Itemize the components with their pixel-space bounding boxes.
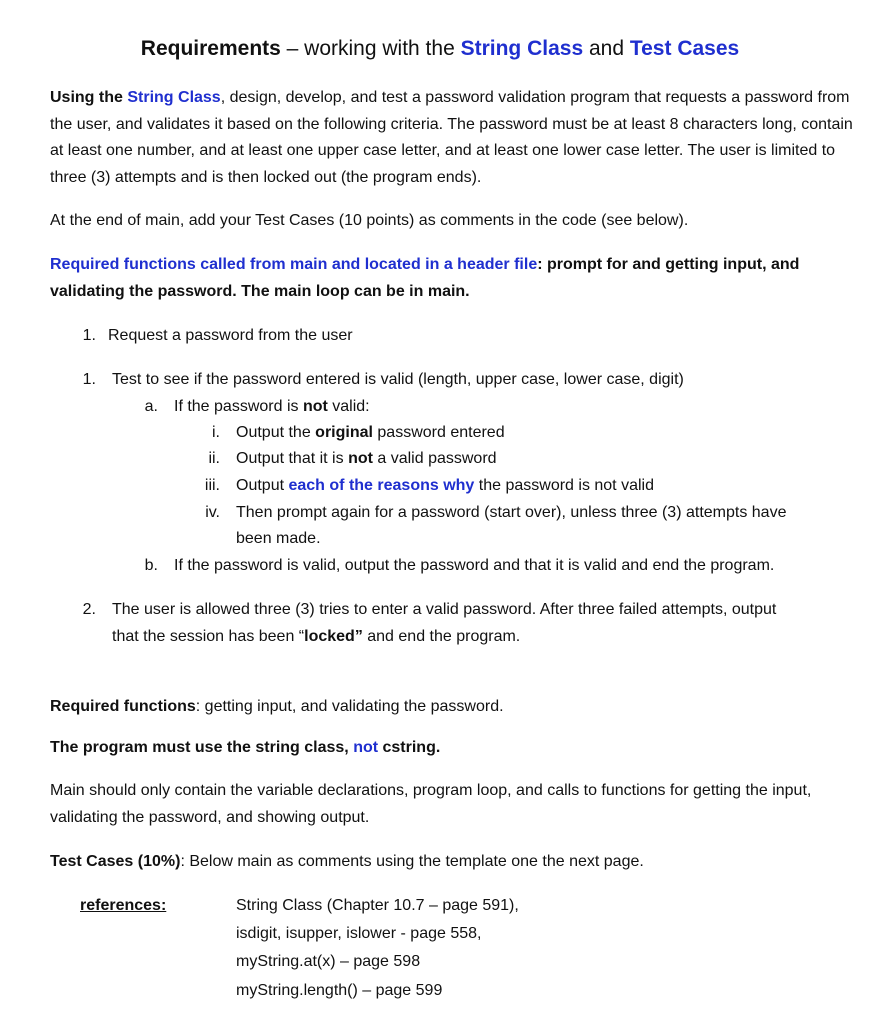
roman-item-prompt-again-cont: been made.	[236, 530, 321, 547]
roman-item-original: Output the original password entered	[236, 424, 505, 441]
list-item-request: Request a password from the user	[108, 327, 353, 344]
reference-item: myString.length() – page 599	[236, 982, 443, 999]
list-item-test: Test to see if the password entered is valid (length, upper case, lower case, digit)	[112, 371, 684, 388]
reference-item: String Class (Chapter 10.7 – page 591),	[236, 897, 519, 914]
intro-paragraph	[50, 85, 870, 191]
list-number: 1.	[82, 371, 96, 388]
title-requirements: Requirements	[140, 37, 281, 60]
intro-string-class: String Class	[127, 89, 221, 106]
title-part: – working with the	[280, 37, 461, 60]
list-number: 1.	[82, 327, 96, 344]
roman-marker: iii.	[204, 477, 220, 494]
roman-item-reasons: Output each of the reasons why the password is not valid	[236, 477, 654, 494]
required-header-rest: : prompt for and getting input, and validating the password. The main loop can be in main.	[50, 256, 800, 300]
required-header-blue: Required functions called from main and located in a header file	[50, 256, 538, 273]
main-only-paragraph: Main should only contain the variable declarations, program loop, and calls to functions for getting the input, validating the password, and showing output.	[50, 782, 812, 826]
roman-marker: ii.	[208, 450, 220, 467]
list-item-tries-cont: that the session has been “locked” and end the program.	[112, 628, 521, 645]
intro-text: , design, develop, and test a password validation program that requests a password from the user, and validates it based on the following criteria. The password must be at least 8 characters long, contain at least one number, and at least one upper case letter, and at least one lower case letter. The user is limited to three (3) attempts and is then locked out (the program ends).	[50, 89, 853, 186]
sublist-item-valid: If the password is valid, output the password and that it is valid and end the program.	[174, 557, 775, 574]
roman-item-prompt-again: Then prompt again for a password (start over), unless three (3) attempts have	[236, 504, 787, 521]
title-and: and	[583, 37, 630, 60]
required-functions-paragraph: Required functions: getting input, and validating the password.	[50, 698, 504, 715]
roman-marker: iv.	[205, 504, 220, 521]
title-test-cases: Test Cases	[629, 37, 740, 60]
sublist-marker: a.	[144, 398, 158, 415]
reference-item: myString.at(x) – page 598	[236, 953, 421, 970]
reference-item: isdigit, isupper, islower - page 558,	[236, 925, 482, 942]
sublist-item-not-valid: If the password is not valid:	[174, 398, 370, 415]
roman-marker: i.	[212, 424, 220, 441]
list-number: 2.	[82, 601, 96, 618]
roman-item-not-valid: Output that it is not a valid password	[236, 450, 497, 467]
intro-lead: Using the	[50, 89, 128, 106]
title-string-class: String Class	[460, 37, 584, 60]
page-title	[0, 34, 880, 64]
references-label: references:	[80, 897, 167, 914]
required-header-paragraph	[50, 252, 870, 305]
sublist-marker: b.	[144, 557, 158, 574]
list-item-tries: The user is allowed three (3) tries to enter a valid password. After three failed attempts, output	[112, 601, 777, 618]
string-class-paragraph: The program must use the string class, not cstring.	[50, 739, 441, 756]
test-cases-paragraph: Test Cases (10%): Below main as comments using the template one the next page.	[50, 853, 644, 870]
end-of-main-paragraph: At the end of main, add your Test Cases (10 points) as comments in the code (see below).	[50, 212, 689, 229]
